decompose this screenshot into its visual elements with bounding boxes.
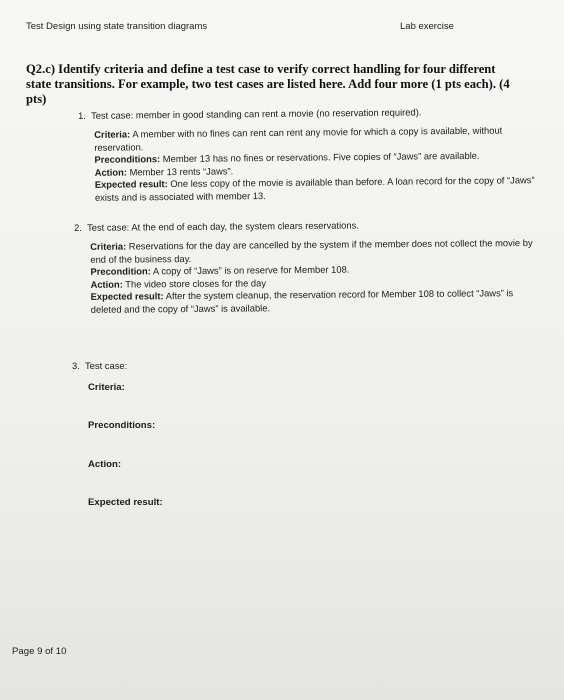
expected-result-label: Expected result: xyxy=(90,290,164,303)
list-number: 2. xyxy=(74,221,82,233)
preconditions-text: Member 13 has no fines or reservations. Five copies of “Jaws” are available. xyxy=(162,149,480,165)
header-title: Test Design using state transition diagrams xyxy=(26,21,208,32)
list-number: 1. xyxy=(78,109,86,121)
preconditions-label: Preconditions: xyxy=(88,420,156,431)
header-label: Lab exercise xyxy=(400,21,454,32)
criteria-text: Reservations for the day are cancelled by the system if the member does not collect the movie by end of the business day. xyxy=(90,236,533,265)
criteria-text: A member with no fines can rent can rent any movie for which a copy is available, without reservation. xyxy=(94,124,503,153)
test-case-body xyxy=(90,237,541,316)
expected-result-text: After the system cleanup, the reservation record for Member 108 to collect “Jaws” is deleted and the copy of “Jaws” is available. xyxy=(90,287,514,315)
action-label: Action: xyxy=(94,166,128,178)
list-number: 3. xyxy=(72,360,80,371)
question-heading: Q2.c) Identify criteria and define a test case to verify correct handling for four different state transitions. For example, two test cases are listed here. Add four more (1 pts each). (4 pts) xyxy=(26,62,510,106)
action-text: Member 13 rents “Jaws”. xyxy=(129,165,234,178)
expected-result-label: Expected result: xyxy=(94,178,168,191)
test-case-body xyxy=(94,124,545,204)
criteria-label: Criteria: xyxy=(88,382,125,393)
test-case-title: Test case: At the end of each day, the system clears reservations. xyxy=(86,219,359,233)
preconditions-label: Preconditions: xyxy=(94,153,161,166)
expected-result-label: Expected result: xyxy=(88,497,163,508)
action-text: The video store closes for the day xyxy=(125,277,267,290)
criteria-label: Criteria: xyxy=(94,128,131,140)
action-label: Action: xyxy=(90,278,123,290)
expected-result-text: One less copy of the movie is available than before. A loan record for the copy of “Jaws” exists and is associated with member 13. xyxy=(94,174,535,203)
preconditions-text: A copy of “Jaws” is on reserve for Member 108. xyxy=(152,263,350,277)
page-number: Page 9 of 10 xyxy=(12,646,67,657)
expected-result-line xyxy=(91,287,541,316)
test-case-title: Test case: member in good standing can rent a movie (no reservation required). xyxy=(90,106,422,121)
test-case-title: Test case: xyxy=(85,360,128,371)
action-label: Action: xyxy=(88,459,122,470)
criteria-line xyxy=(90,237,540,266)
criteria-label: Criteria: xyxy=(90,240,127,252)
preconditions-label: Precondition: xyxy=(90,265,151,278)
expected-result-line xyxy=(95,174,545,204)
